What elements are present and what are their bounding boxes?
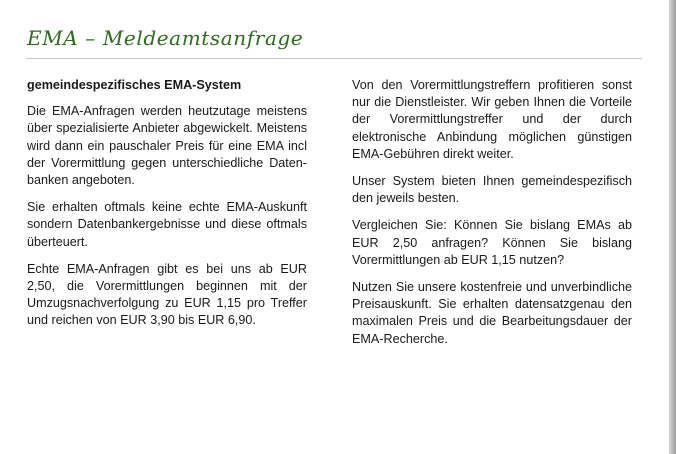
paragraph-price-inquiry: Nutzen Sie unsere kostenfreie und unverbindliche Preisauskunft. Sie erhalten datensatzgenau den maximalen Preis und die Bearbeitungsdauer der EMA-Recherche. [352,280,632,346]
paragraph-intro: Die EMA-Anfragen werden heutzutage meistens über spezialisierte Anbieter abgewickelt. Meistens wird dann ein pauschaler Preis für eine EMA incl der Vorermittlung gegen unterschiedliche Datenbanken angeboten. [27,104,307,188]
section-heading: gemeindespezifisches EMA-System [27,78,242,92]
paragraph-benefits: Von den Vorermittlungstreffern profitieren sonst nur die Dienstleister. Wir geben Ihnen die Vorteile der Vorermittlungstreffer und der durch elektronische Anbindung möglichen günstigen EMA-Gebühren direkt weiter. [352,78,632,161]
title-divider [26,58,642,59]
paragraph-compare: Vergleichen Sie: Können Sie bislang EMAs ab EUR 2,50 anfragen? Können Sie bislang Vorermittlungen ab EUR 1,15 nutzen? [352,218,632,267]
right-column [352,77,632,358]
paragraph-database-results: Sie erhalten oftmals keine echte EMA-Auskunft sondern Datenbankergebnisse und diese oftmals überteuert. [27,200,307,249]
left-column [27,77,307,340]
paragraph-prices: Echte EMA-Anfragen gibt es bei uns ab EUR 2,50, die Vorermittlungen beginnen mit der Umzugsnachverfolgung zu EUR 1,15 pro Treffer und reichen von EUR 3,90 bis EUR 6,90. [27,261,307,328]
page-title: EMA – Meldeamtsanfrage [27,26,304,50]
paragraph-system: Unser System bieten Ihnen gemeindespezifisch den jeweils besten. [352,174,632,206]
window-scrollbar[interactable] [669,0,676,454]
